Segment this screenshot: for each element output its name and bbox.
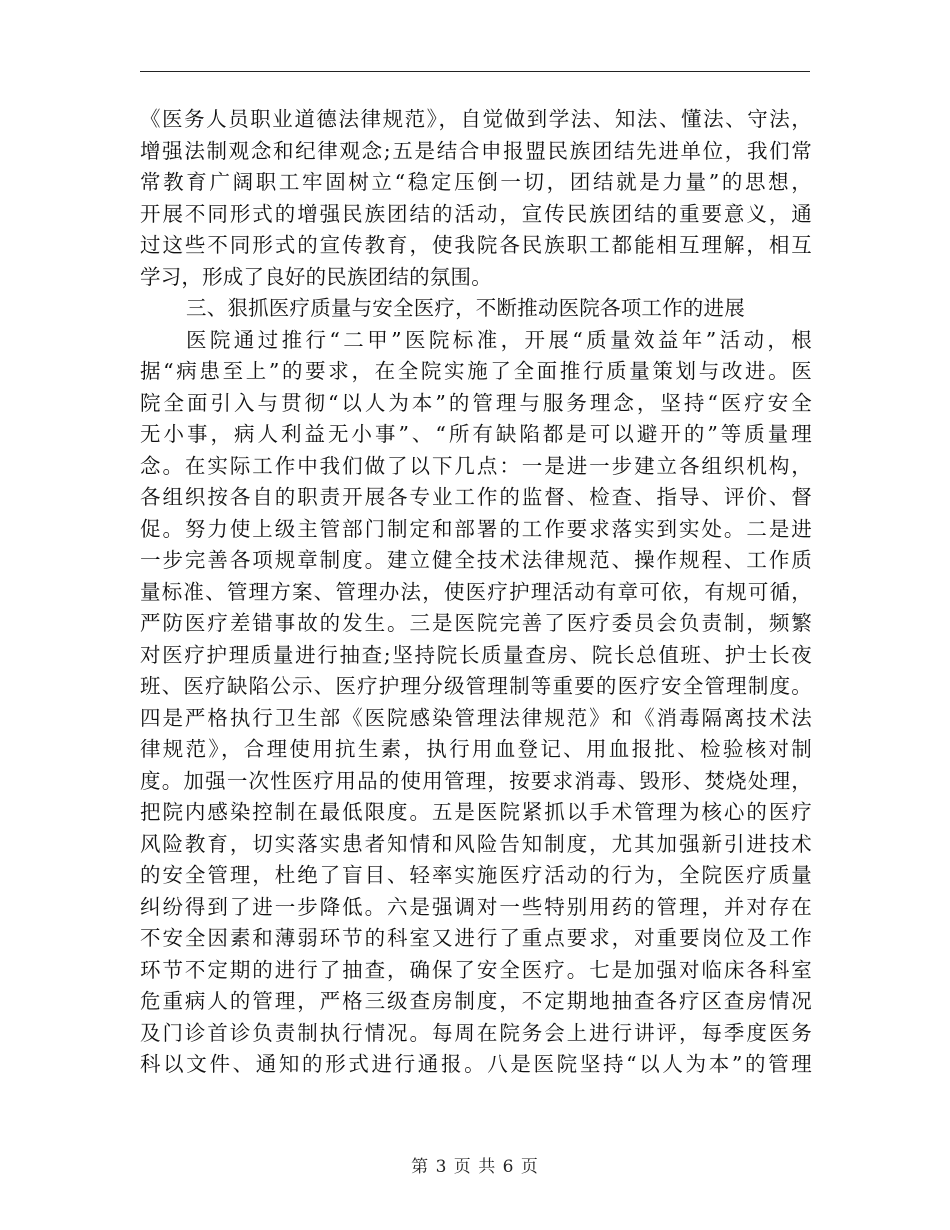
header-rule	[140, 71, 810, 72]
text-line: 据“病患至上”的要求，在全院实施了全面推行质量策划与改进。医	[140, 359, 812, 383]
document-body	[140, 104, 812, 1081]
text-line: 促。努力使上级主管部门制定和部署的工作要求落实到实处。二是进	[140, 516, 812, 541]
text-line: 对医疗护理质量进行抽查;坚持院长质量查房、院长总值班、护士长夜	[140, 642, 812, 667]
text-line: 各组织按各自的职责开展各专业工作的监督、检查、指导、评价、督	[140, 485, 812, 509]
text-line: 危重病人的管理，严格三级查房制度，不定期地抽查各疗区查房情况	[140, 989, 812, 1013]
text-line: 班、医疗缺陷公示、医疗护理分级管理制等重要的医疗安全管理制度。	[140, 674, 812, 698]
text-line: 念。在实际工作中我们做了以下几点：一是进一步建立各组织机构，	[140, 453, 812, 478]
text-line: 纠纷得到了进一步降低。六是强调对一些特别用药的管理，并对存在	[140, 894, 812, 919]
text-line: 量标准、管理方案、管理办法，使医疗护理活动有章可依，有规可循，	[140, 579, 812, 604]
text-line: 常教育广阔职工牢固树立“稳定压倒一切，团结就是力量”的思想，	[140, 170, 812, 194]
text-line: 过这些不同形式的宣传教育，使我院各民族职工都能相互理解，相互	[140, 233, 812, 257]
text-line: 科以文件、通知的形式进行通报。八是医院坚持“以人为本”的管理	[140, 1052, 812, 1076]
text-line: 医院通过推行“二甲”医院标准，开展“质量效益年”活动，根	[186, 327, 812, 352]
text-line: 度。加强一次性医疗用品的使用管理，按要求消毒、毁形、焚烧处理，	[140, 768, 812, 793]
text-line: 四是严格执行卫生部《医院感染管理法律规范》和《消毒隔离技术法	[140, 705, 812, 730]
text-line: 及门诊首诊负责制执行情况。每周在院务会上进行讲评，每季度医务	[140, 1020, 812, 1045]
text-line: 增强法制观念和纪律观念;五是结合申报盟民族团结先进单位，我们常	[140, 138, 812, 163]
text-line: 学习，形成了良好的民族团结的氛围。	[140, 264, 492, 289]
page-number: 第 3 页 共 6 页	[411, 1157, 539, 1177]
text-line: 把院内感染控制在最低限度。五是医院紧抓以手术管理为核心的医疗	[140, 800, 812, 824]
text-line: 环节不定期的进行了抽查，确保了安全医疗。七是加强对临床各科室	[140, 957, 812, 982]
text-line: 风险教育，切实落实患者知情和风险告知制度，尤其加强新引进技术	[140, 831, 812, 856]
text-line: 严防医疗差错事故的发生。三是医院完善了医疗委员会负责制，频繁	[140, 611, 812, 635]
text-line: 不安全因素和薄弱环节的科室又进行了重点要求，对重要岗位及工作	[140, 926, 812, 950]
text-line: 院全面引入与贯彻“以人为本”的管理与服务理念，坚持“医疗安全	[140, 390, 812, 415]
section-heading: 三、狠抓医疗质量与安全医疗，不断推动医院各项工作的进展	[186, 296, 745, 320]
text-line: 无小事，病人利益无小事”、“所有缺陷都是可以避开的”等质量理	[140, 422, 812, 446]
text-line: 的安全管理，杜绝了盲目、轻率实施医疗活动的行为，全院医疗质量	[140, 863, 812, 887]
text-line: 开展不同形式的增强民族团结的活动，宣传民族团结的重要意义，通	[140, 201, 812, 226]
text-line: 律规范》，合理使用抗生素，执行用血登记、用血报批、检验核对制	[140, 737, 812, 761]
text-line: 一步完善各项规章制度。建立健全技术法律规范、操作规程、工作质	[140, 548, 812, 572]
text-line: 《医务人员职业道德法律规范》，自觉做到学法、知法、懂法、守法，	[140, 107, 812, 131]
